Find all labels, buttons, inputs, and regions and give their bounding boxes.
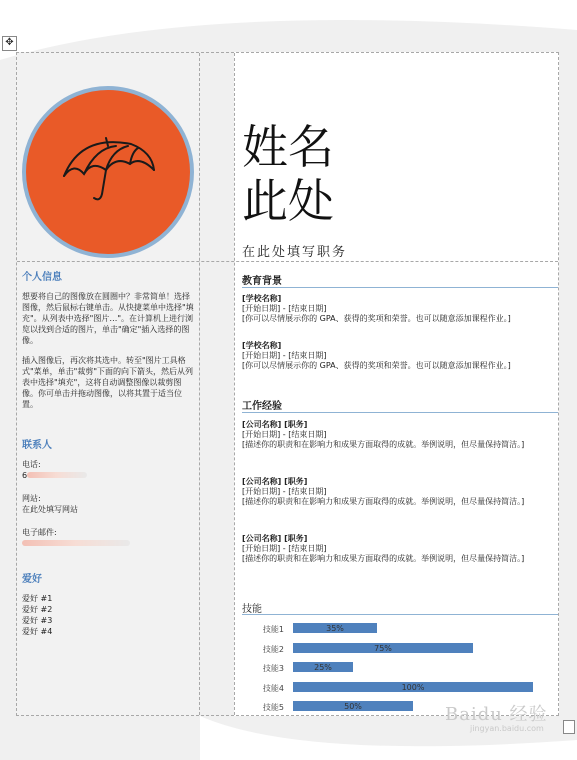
work-title: [公司名称] [职务] — [242, 477, 308, 486]
skill-percent-label: 35% — [326, 624, 344, 633]
hobbies-section — [22, 574, 194, 637]
watermark-logo: Baidu 经验 — [445, 704, 548, 725]
skill-label: 技能2 — [262, 644, 284, 654]
hobby-item[interactable]: 爱好 #1 — [22, 594, 53, 603]
skill-label: 技能1 — [262, 625, 284, 634]
work-title: [公司名称] [职务] — [242, 420, 308, 429]
work-rule — [242, 412, 558, 413]
personal-info-paragraph-2[interactable]: 插入图像后，再次将其选中。转至"图片工具格式"菜单，单击"裁剪"下面的向下箭头，然后从列表中选择"填充"，这将自动调整图像以裁剪图像。你可单击并拖动图像，以将其置于适当位置。 — [22, 356, 194, 409]
contact-heading[interactable]: 联系人 — [22, 440, 52, 451]
personal-info-heading[interactable]: 个人信息 — [22, 272, 62, 283]
hobby-item[interactable]: 爱好 #3 — [22, 616, 53, 625]
watermark-url: jingyan.baidu.com — [470, 724, 544, 733]
name-line-2: 此处 — [242, 174, 334, 228]
skills-heading[interactable]: 技能 — [242, 604, 262, 615]
education-dates: [开始日期] - [结束日期] — [242, 351, 327, 360]
school-name: [学校名称] — [242, 341, 282, 350]
education-description: [你可以尽情展示你的 GPA、获得的奖项和荣誉。也可以随意添加课程作业。] — [242, 361, 511, 370]
work-dates: [开始日期] - [结束日期] — [242, 544, 327, 553]
contact-section — [22, 440, 194, 549]
education-entry[interactable] — [242, 294, 552, 324]
education-dates: [开始日期] - [结束日期] — [242, 304, 327, 313]
work-entry[interactable] — [242, 477, 552, 507]
phone-value[interactable]: 6 — [22, 470, 194, 481]
hobbies-heading[interactable]: 爱好 — [22, 574, 42, 585]
education-entry[interactable] — [242, 341, 552, 371]
website-value[interactable]: 在此处填写网站 — [22, 505, 78, 514]
table-resize-handle[interactable] — [563, 720, 575, 734]
work-title: [公司名称] [职务] — [242, 534, 308, 543]
personal-info-section — [22, 272, 194, 419]
work-entry[interactable] — [242, 420, 552, 450]
profile-photo[interactable] — [22, 86, 194, 258]
skill-label: 技能3 — [262, 664, 284, 673]
skill-percent-label: 100% — [401, 682, 425, 692]
email-value[interactable] — [22, 538, 194, 549]
name-heading[interactable] — [242, 120, 334, 228]
skills-rule — [242, 614, 558, 615]
work-heading[interactable]: 工作经验 — [242, 401, 282, 412]
job-title[interactable]: 在此处填写职务 — [242, 245, 348, 260]
skill-percent-label: 50% — [344, 702, 362, 711]
redacted-phone — [27, 472, 87, 478]
school-name: [学校名称] — [242, 294, 282, 303]
education-heading[interactable]: 教育背景 — [242, 276, 282, 287]
skill-percent-label: 75% — [374, 643, 392, 653]
work-entry[interactable] — [242, 534, 552, 564]
hobby-item[interactable]: 爱好 #2 — [22, 605, 53, 614]
hobby-item[interactable]: 爱好 #4 — [22, 627, 53, 636]
skill-percent-label: 25% — [314, 663, 332, 672]
table-move-handle-icon[interactable]: ✥ — [2, 36, 17, 51]
education-rule — [242, 287, 558, 288]
name-line-1: 姓名 — [242, 120, 334, 174]
work-dates: [开始日期] - [结束日期] — [242, 487, 327, 496]
skill-label: 技能4 — [262, 683, 284, 693]
website-label[interactable]: 网站: — [22, 494, 41, 503]
phone-label[interactable]: 电话: — [22, 460, 41, 469]
work-description: [描述你的职责和在影响力和成果方面取得的成就。举例说明，但尽量保持简洁。] — [242, 554, 525, 563]
personal-info-paragraph-1[interactable]: 想要将自己的图像放在圆圈中？非常简单！选择图像，然后鼠标右键单击。从快捷菜单中选择"填充"。从列表中选择"图片…"。在计算机上进行浏览以找到合适的图片，单击"确定"插入选择的图像。 — [22, 292, 194, 345]
email-label[interactable]: 电子邮件: — [22, 528, 57, 537]
work-description: [描述你的职责和在影响力和成果方面取得的成就。举例说明，但尽量保持简洁。] — [242, 497, 525, 506]
skill-label: 技能5 — [262, 703, 284, 712]
work-description: [描述你的职责和在影响力和成果方面取得的成就。举例说明，但尽量保持简洁。] — [242, 440, 525, 449]
education-description: [你可以尽情展示你的 GPA、获得的奖项和荣誉。也可以随意添加课程作业。] — [242, 314, 511, 323]
umbrella-icon — [26, 90, 190, 254]
work-dates: [开始日期] - [结束日期] — [242, 430, 327, 439]
redacted-email — [22, 540, 130, 546]
